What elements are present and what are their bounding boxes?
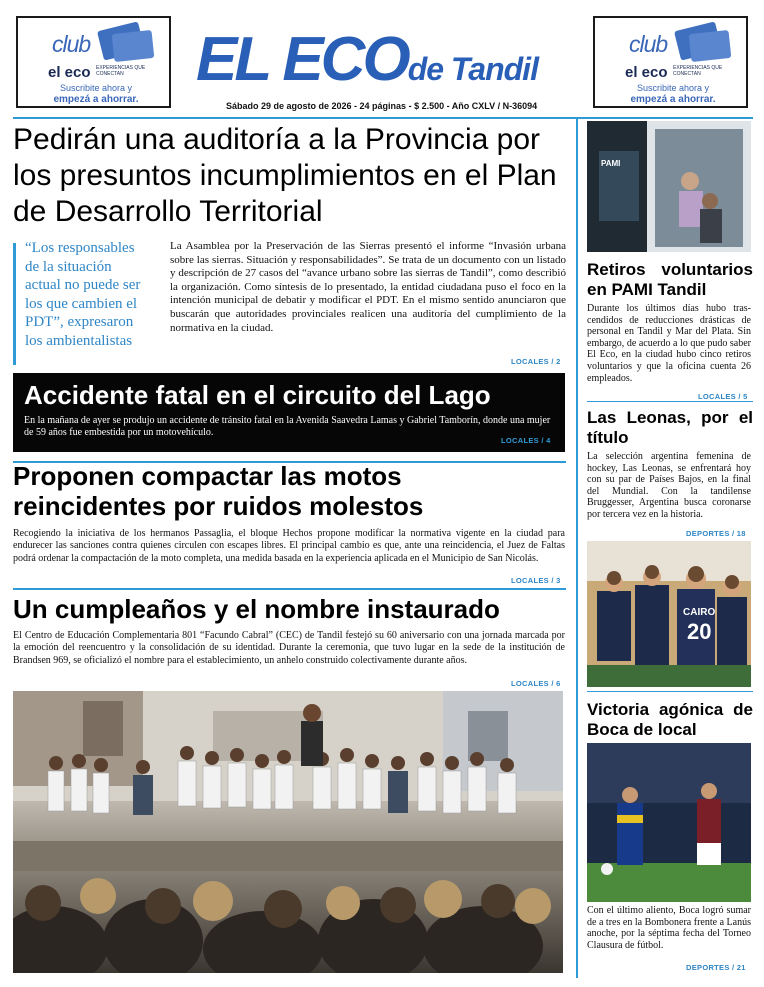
section-divider [13, 588, 566, 590]
club-ad-right[interactable] [593, 16, 748, 108]
sidebar-divider [587, 691, 753, 692]
birthday-body: El Centro de Educación Complementaria 801 “Facundo Cabral” (CEC) de Tandil festejó su 60 aniversario con una jornada marcada por la emoción del reencuentro y la consolidación de su identidad. Durante la ceremonia, que tuvo lugar en la sede de la institución de Brandsen 969, se oficializó el nombre para el establecimiento, un anhelo construido colectivamente durante años. [13, 630, 565, 666]
sidebar-divider [587, 401, 753, 402]
boca-body: Con el último aliento, Boca logró sumar de a tres en la Bombonera frente a Lanús anoche, por la séptima fecha del Torneo Clausura de fútbol. [587, 905, 751, 951]
hockey-photo-drawing [587, 541, 751, 687]
club-brand: el eco [625, 64, 668, 81]
club-cta-line2: empezá a ahorrar. [53, 94, 139, 105]
leonas-headline[interactable]: Las Leonas, por el título [587, 408, 753, 447]
ceremony-photo[interactable] [13, 691, 563, 973]
edition-line: Sábado 29 de agosto de 2026 - 24 páginas - $ 2.500 - Año CXLV / N-36094 [226, 101, 538, 111]
column-divider [576, 118, 578, 978]
pami-headline[interactable]: Retiros voluntarios en PAMI Tandil [587, 260, 753, 299]
boca-section-ref[interactable]: DEPORTES / 21 [686, 963, 746, 972]
boca-photo[interactable] [587, 743, 751, 902]
card-icon [112, 30, 155, 62]
club-ad-left[interactable] [16, 16, 171, 108]
birthday-section-ref[interactable]: LOCALES / 6 [511, 679, 561, 688]
club-brand: el eco [48, 64, 91, 81]
accident-box[interactable] [13, 373, 565, 452]
pami-photo-drawing [587, 121, 751, 252]
pami-photo[interactable] [587, 121, 751, 252]
pami-section-ref[interactable]: LOCALES / 5 [698, 392, 748, 401]
club-tagline: EXPERIENCIAS QUE CONECTAN [96, 65, 146, 77]
club-tagline: EXPERIENCIAS QUE CONECTAN [673, 65, 723, 77]
motos-section-ref[interactable]: LOCALES / 3 [511, 576, 561, 585]
motos-headline[interactable]: Proponen compactar las motos reincidentes por ruidos molestos [13, 461, 424, 521]
jersey-name: CAIRO [683, 607, 716, 618]
accident-body: En la mañana de ayer se produjo un accidente de tránsito fatal en la Avenida Saavedra Lamas y Gabriel Tamborín, donde una mujer de 59 años fue embestida por un motovehículo. [24, 415, 551, 438]
club-cta-line1: Suscribite ahora y [59, 83, 133, 93]
club-logo-word: club [629, 31, 668, 57]
accident-headline[interactable]: Accidente fatal en el circuito del Lago [24, 380, 491, 410]
jersey-number: 20 [687, 619, 712, 644]
boca-photo-drawing [587, 743, 751, 902]
logo-main: EL ECO [196, 25, 408, 94]
leonas-section-ref[interactable]: DEPORTES / 18 [686, 529, 746, 538]
motos-body: Recogiendo la iniciativa de los hermanos Passaglia, el bloque Hechos propone modificar la normativa vigente en la ciudad para endurecer las sanciones contra quienes circulen con escapes libres. El principal cambio es que, ante una reincidencia, el Juez de Faltas podrá ordenar la compactación de la moto completa, una medida basada en la experiencia aplicada en el Municipio de San Nicolás. [13, 528, 565, 564]
pami-sign-text: PAMI [601, 159, 621, 168]
birthday-headline[interactable]: Un cumpleaños y el nombre instaurado [13, 594, 500, 624]
lead-pull-quote: “Los responsables de la situación actual no puede ser los que cambien el PDT”, expresaron los ambientalistas [25, 240, 141, 349]
quote-bar [13, 243, 16, 365]
lead-section-ref[interactable]: LOCALES / 2 [511, 357, 561, 366]
ceremony-photo-drawing [13, 691, 563, 973]
logo-sub: de Tandil [407, 51, 538, 87]
card-icon [689, 30, 732, 62]
accident-section-ref[interactable]: LOCALES / 4 [501, 436, 551, 445]
lead-body: La Asamblea por la Preservación de las Sierras presentó el informe “Invasión urbana sobre las sierras. Situación y responsabilidades”. Se trata de un documento con un listado y descripción de 27 casos del “avance urbano sobre las sierras de Tandil”, como describió la organización. Como síntesis de lo presentado, la entidad ciudadana puso el foco en la intención municipal de debatir y modificar el PDT. En el mismo sentido anunciaron que buscarán que autoridades provinciales realicen una auditoría del cumplimiento de la normativa en la ciudad. [170, 240, 566, 334]
boca-headline[interactable]: Victoria agónica de Boca de local [587, 700, 753, 739]
club-logo-word: club [52, 31, 91, 57]
masthead-divider [13, 117, 753, 119]
club-cta-line1: Suscribite ahora y [636, 83, 710, 93]
club-cta-line2: empezá a ahorrar. [630, 94, 716, 105]
leonas-body: La selección argentina femenina de hockey, Las Leonas, se enfrentará hoy con su par de Países Bajos, en la final del Mundial. Con la tandilense Bruggesser, Argentina busca coronarse por tercera vez en la historia. [587, 451, 751, 520]
hockey-photo[interactable] [587, 541, 751, 687]
pami-body: Durante los últimos días hubo trascendidos de reducciones drásticas de personal en Tandil y Mar del Plata. Sin embargo, de acuerdo a lo que pudo saber El Eco, en la ciudad hubo cinco retiros voluntarios y que la oficina cuenta 26 empleados. [587, 303, 751, 384]
lead-headline[interactable]: Pedirán una auditoría a la Provincia por los presuntos incumplimientos en el Plan de Desarrollo Territorial [13, 123, 557, 228]
newspaper-logo[interactable] [196, 24, 566, 94]
